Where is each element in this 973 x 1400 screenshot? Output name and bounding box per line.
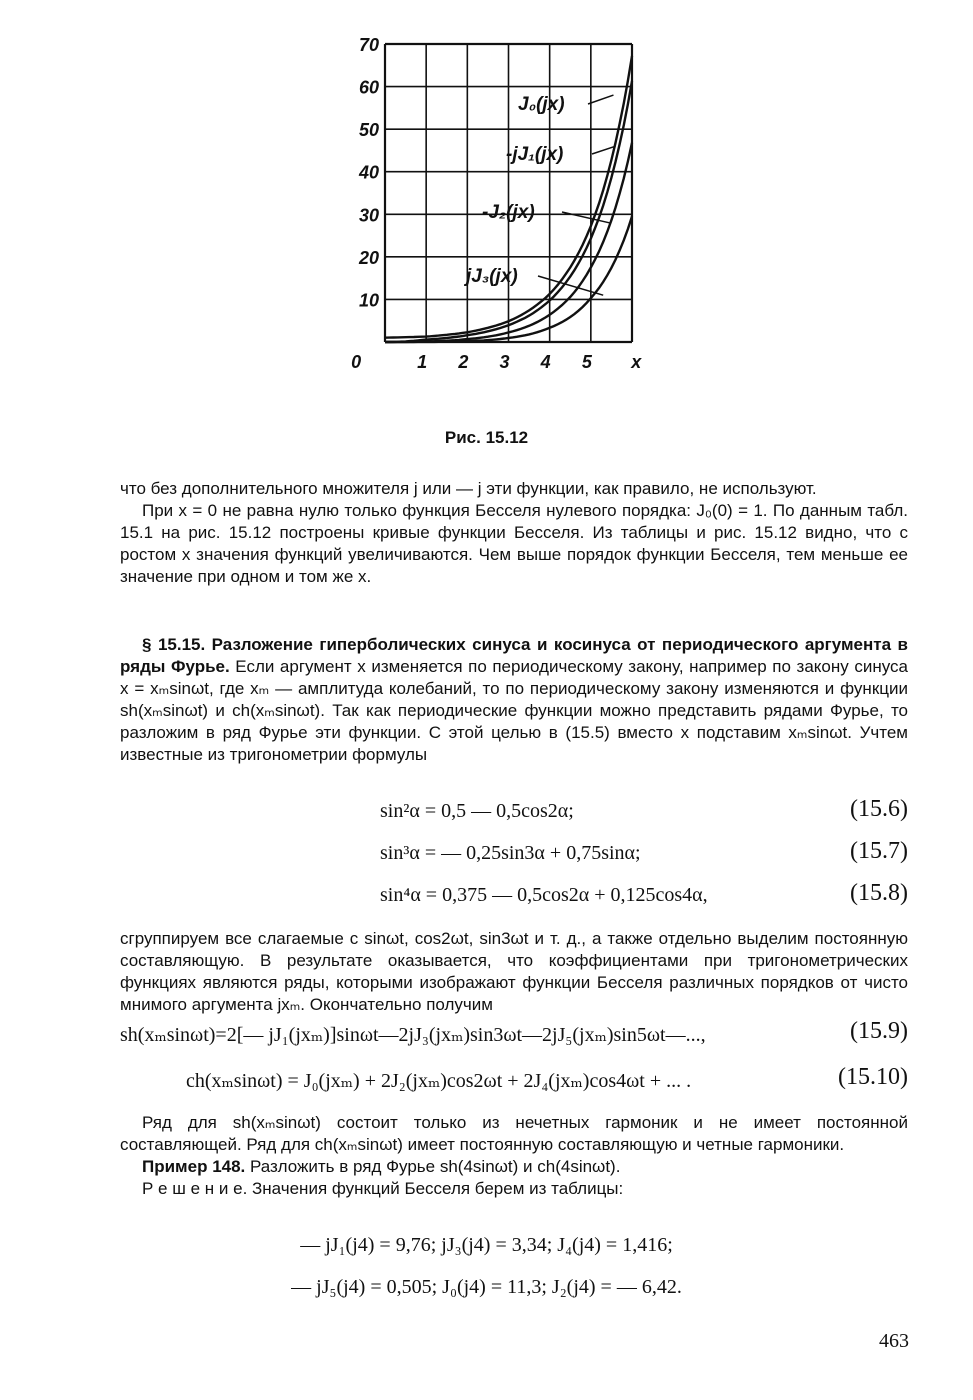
bessel-chart: [340, 30, 680, 390]
equation-body: ch(xₘsinωt) = J₀(jxₘ) + 2J₂(jxₘ)cos2ωt + 2J₄(jxₘ)cos4ωt + ... .: [186, 1070, 692, 1092]
equation-number: (15.10): [838, 1064, 908, 1090]
intro-text: [120, 478, 908, 588]
section-body: Если аргумент x изменяется по периодическому закону, например по закону синуса x = xₘsinωt, где xₘ — амплитуда колебаний, то по периодическому закону изменяются и функции sh(xₘsinωt) и ch(xₘsinωt). Так как периодические функции можно представить рядами Фурье, то разложим в ряд Фурье эти функции. С этой целью в (15.5) вместо x подставим xₘsinωt. Учтем известные из тригонометрии формулы: [120, 657, 908, 764]
equation-number: (15.8): [850, 880, 908, 906]
paragraph-4: сгруппируем все слагаемые с sinωt, cos2ωt, sin3ωt и т. д., а также отдельно выделим постоянную составляющую. В результате оказывается, что коэффициентами при тригонометрических функциях являются ряды, которыми изображают функции Бесселя различных порядков от чисто мнимого аргумента jxₘ. Окончательно получим: [120, 929, 908, 1014]
y-tick-label: 20: [358, 247, 379, 268]
equation-body: sin²α = 0,5 — 0,5cos2α;: [380, 800, 574, 822]
x-tick-label: 4: [540, 352, 551, 372]
leader-line: [588, 95, 613, 104]
y-tick-label: 10: [358, 290, 379, 311]
solution-paragraph: Р е ш е н и е. Значения функций Бесселя берем из таблицы:: [142, 1179, 624, 1198]
leader-line: [538, 276, 603, 295]
grouping-text: [120, 928, 908, 1016]
equation-body: sin³α = — 0,25sin3α + 0,75sinα;: [380, 842, 641, 864]
section-title: § 15.15. Разложение гиперболических синуса и косинуса от периодического аргумента в ряды Фурье.: [120, 635, 908, 676]
equation-15-7: [120, 838, 908, 870]
x-tick-label: 5: [581, 352, 592, 372]
curve-label: jJ₃(jx): [466, 266, 518, 287]
y-tick-labels: [358, 35, 379, 310]
chart-grid: [385, 44, 632, 342]
equation-number: (15.9): [850, 1018, 908, 1044]
x-tick-labels: [351, 352, 642, 372]
equation-body: sh(xₘsinωt)=2[— jJ₁(jxₘ)]sinωt—2jJ₃(jxₘ)sin3ωt—2jJ₅(jxₘ)sin5ωt—...,: [120, 1024, 706, 1046]
values-line-1: — jJ₁(j4) = 9,76; jJ₃(j4) = 3,34; J₄(j4) = 1,416;: [300, 1234, 673, 1256]
values-line-2: — jJ₅(j4) = 0,505; J₀(j4) = 11,3; J₂(j4) = — 6,42.: [291, 1276, 682, 1298]
example-text: Разложить в ряд Фурье sh(4sinωt) и ch(4sinωt).: [245, 1157, 621, 1176]
x-tick-label: 3: [499, 352, 510, 372]
equation-15-6: [120, 796, 908, 828]
y-tick-label: 60: [358, 77, 379, 98]
y-tick-label: 40: [358, 162, 379, 183]
curve-label: J₀(jx): [518, 94, 565, 115]
paragraph-1: что без дополнительного множителя j или — j эти функции, как правило, не используют.: [120, 479, 817, 498]
y-tick-label: 30: [358, 205, 379, 226]
equation-15-10: [120, 1064, 908, 1096]
equation-number: (15.6): [850, 796, 908, 822]
x-tick-label: 0: [351, 352, 362, 372]
x-tick-label: 1: [417, 352, 428, 372]
example-paragraph: [120, 1156, 908, 1178]
section-paragraph: [120, 634, 908, 766]
curve-label: -jJ₁(jx): [506, 144, 564, 165]
equation-15-8: [120, 880, 908, 912]
y-tick-label: 50: [358, 120, 379, 141]
x-tick-label: 2: [458, 352, 469, 372]
equation-number: (15.7): [850, 838, 908, 864]
section-text: [120, 634, 908, 766]
curve-label: -J₂(jx): [482, 202, 535, 223]
example-label: Пример 148.: [142, 1157, 246, 1176]
paragraph-2: При x = 0 не равна нулю только функция Бесселя нулевого порядка: J₀(0) = 1. По данным табл. 15.1 на рис. 15.12 построены кривые функции Бесселя. Из таблицы и рис. 15.12 видно, что с ростом x значения функций увеличиваются. Чем выше порядок функции Бесселя, тем меньше ее значение при одном и том же x.: [120, 501, 908, 586]
x-tick-label: x: [631, 352, 642, 372]
page-number: 463: [879, 1330, 909, 1352]
paragraph-5: Ряд для sh(xₘsinωt) состоит только из нечетных гармоник и не имеет постоянной составляющей. Ряд для ch(xₘsinωt) имеет постоянную составляющую и четные гармоники.: [120, 1113, 908, 1154]
figure-caption: Рис. 15.12: [444, 428, 529, 447]
equation-body: sin⁴α = 0,375 — 0,5cos2α + 0,125cos4α,: [380, 884, 708, 906]
y-tick-label: 70: [358, 35, 379, 55]
conclusion-text: [120, 1112, 908, 1200]
equation-15-9: [120, 1018, 908, 1050]
